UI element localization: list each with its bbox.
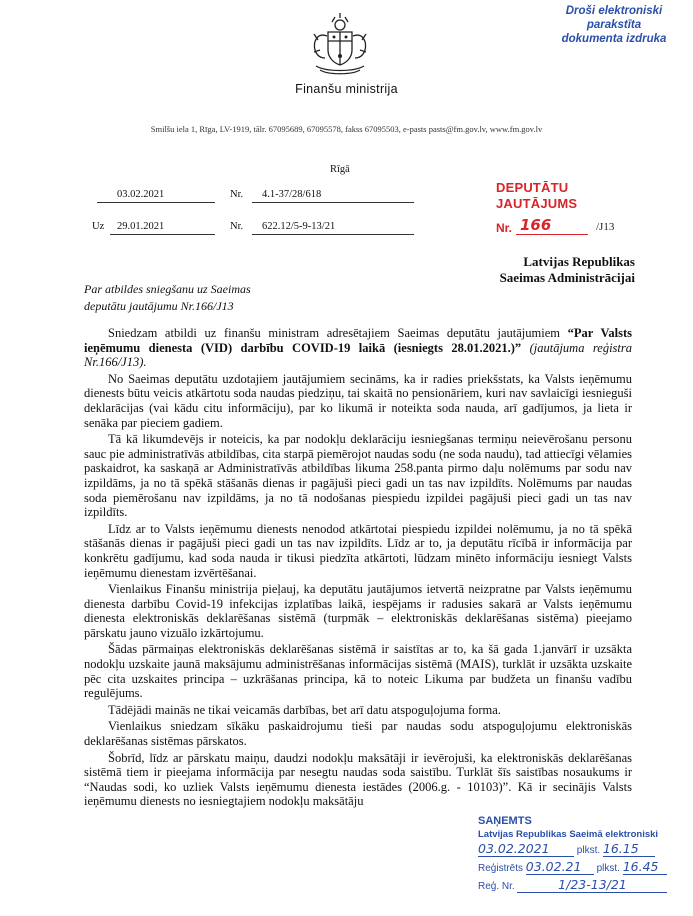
received-plkst-label: plkst.	[576, 845, 601, 856]
body-paragraph-4: Līdz ar to Valsts ieņēmumu dienests nenodod atkārtotai piespiedu izpildei nolēmumu, ja no tā spēkā stāšanās dienas ir pagājuši pieci gadi un tas nav izpildīts. Līdz ar to, ja deputātu rīcībā ir informācija par konkrētu gadījumu, kad soda nauda ir tikusi piedzīta atkārtoti, lūdzam minēto informāciju iesniegt Valsts ieņēmumu dienestam izvērtēšanai.	[84, 521, 632, 580]
number-underline	[252, 189, 414, 203]
inquiry-stamp-suffix: /J13	[596, 221, 615, 233]
received-time: 16.15	[603, 841, 655, 857]
e-signature-note	[540, 4, 688, 46]
ministry-name: Finanšu ministrija	[295, 82, 398, 96]
ref-date-underline	[110, 221, 215, 235]
registration-number-row	[478, 877, 688, 895]
body-paragraph-5: Vienlaikus Finanšu ministrija pieļauj, ka deputātu jautājumos ietvertā neizpratne par Valsts ieņēmumu dienesta darbību Covid-19 infekcijas izplatības laikā, iespējams ir radusies sakarā ar Valsts ieņēmumu dienesta elektroniskās deklarēšanas sistēmā (turpmāk – elektroniskās deklarēšanas sistēma) pieejamo pārskatu jauno vizuālo izkārtojumu.	[84, 582, 632, 640]
letter-number: 4.1-37/28/618	[262, 189, 322, 200]
body-paragraph-8: Vienlaikus sniedzam sīkāku paskaidrojumu tieši par naudas sodu atspoguļojumu elektroniskās deklarēšanas sistēmas pārskatos.	[84, 719, 632, 749]
body-paragraph-1	[84, 326, 632, 370]
p1-registry-ref: (jautājuma reģistra Nr.166/J13).	[84, 340, 632, 370]
letter-date: 03.02.2021	[117, 189, 165, 200]
date-underline	[97, 189, 215, 203]
received-stamp-title: SAŅEMTS	[478, 815, 532, 827]
letter-subject	[84, 281, 251, 315]
addressee	[500, 254, 635, 286]
inquiry-stamp-number-row	[496, 216, 636, 244]
reference-uz-label: Uz	[92, 221, 105, 232]
received-date-row	[478, 841, 688, 859]
subject-line1: Par atbildes sniegšanu uz Saeimas	[84, 282, 251, 296]
body-paragraph-9: Šobrīd, līdz ar pārskatu maiņu, daudzi nodokļu maksātāji ir ievērojuši, ka elektroniskās deklarēšanas sistēmā tiem ir pieejama informācija par nesegtu naudas soda saistību. Turklāt šīs saistības nosaukums ir “Naudas sodi, ko uzliek Valsts ieņēmumu dienesta iestādes (2006.g. - 10103)”. Kā ir secinājis Valsts ieņēmumu dienests no iesniegtajiem nodokļu maksātāju	[84, 750, 632, 809]
letter-number-label: Nr.	[230, 189, 244, 200]
reference-number-label: Nr.	[230, 221, 244, 232]
inquiry-stamp-underline	[516, 234, 588, 235]
subject-line2: deputātu jautājumu Nr.166/J13	[84, 299, 234, 313]
registration-number-value: 1/23-13/21	[517, 877, 667, 893]
registration-number-label: Reģ. Nr.	[478, 881, 515, 892]
received-stamp-subtitle: Latvijas Republikas Saeimā elektroniski	[478, 829, 659, 840]
coat-of-arms-icon	[296, 10, 384, 82]
received-date: 03.02.2021	[478, 841, 574, 857]
reference-date: 29.01.2021	[117, 221, 165, 232]
e-signature-note-line1: Droši elektroniski parakstīta	[565, 5, 663, 31]
ministry-contacts: Smilšu iela 1, Rīga, LV-1919, tālr. 67095689, 67095578, fakss 67095503, e-pasts pasts@fm.gov.lv, www.fm.gov.lv	[150, 124, 543, 134]
registered-label: Reģistrēts	[478, 863, 524, 874]
registered-time: 16.45	[623, 859, 667, 875]
p1-inquiry-title: “Par Valsts ieņēmumu dienesta (VID) darbību COVID-19 laikā (iesniegts 28.01.2021.)”	[84, 326, 632, 355]
addressee-line1: Latvijas Republikas	[523, 254, 635, 269]
e-signature-note-line2: dokumenta izdruka	[561, 33, 667, 45]
registered-plkst-label: plkst.	[596, 863, 620, 874]
letter-body	[84, 326, 632, 811]
body-paragraph-7: Tādējādi mainās ne tikai veicamās darbības, bet arī datu atspoguļojuma forma.	[108, 702, 501, 717]
registered-date: 03.02.21	[526, 859, 594, 875]
inquiry-stamp-nr-value: 166	[520, 216, 552, 234]
inquiry-stamp	[496, 180, 636, 235]
ref-number-underline	[252, 221, 414, 235]
reference-number: 622.12/5-9-13/21	[262, 221, 336, 232]
body-paragraph-3: Tā kā likumdevējs ir noteicis, ka par nodokļu deklarāciju iesniegšanas termiņu neievērošanu personu sauc pie administratīvās atbildības, cita starpā piemērojot naudas sodu (ne soda naudu), tad attiecīgi vēlamies paskaidrot, ka saskaņā ar Administratīvās atbildības likuma 258.panta pirmo daļu nolēmums par sodu nav izpildāms, ja no tā spēkā stāšanās dienas ir pagājuši pieci gadi un tas nav izpildīts. Nolēmums par naudas soda piemērošanu nav izpildāms, ja no tā nodošanas piespiedu izpildei pagājuši pieci gadi un tas nav izpildīts.	[84, 432, 632, 520]
inquiry-stamp-title: DEPUTĀTU JAUTĀJUMS	[496, 180, 578, 211]
body-paragraph-6: Šādas pārmaiņas elektroniskās deklarēšanas sistēmā ir saistītas ar to, ka šā gada 1.janvārī ir uzsākta nodokļu uzskaite jaunā maksājumu administrēšanas informācijas sistēmā (MAIS), turklāt ir uzsākta uzskaite pēc cita uzskaites principa – uzkrāšanas principa, kā to noteic Likuma par budžeta un finanšu vadību regulējums.	[84, 642, 632, 701]
received-stamp	[478, 815, 688, 895]
p1-text: Sniedzam atbildi uz finanšu ministram adresētajiem Saeimas deputātu jautājumiem	[108, 326, 568, 340]
registered-row	[478, 859, 688, 877]
body-paragraph-2: No Saeimas deputātu uzdotajiem jautājumiem secināms, ka ir radies priekšstats, ka Valsts ieņēmumu dienests būtu veicis atkārtotu soda naudas piedziņu, tai skaitā no pensionāriem, kuri nav savlaicīgi iesnieguši deklarācijas (vai kādu citu informāciju), par ko likumā ir noteikta soda nauda, arī gadījumos, ja lieta ir senāka par pieciem gadiem.	[84, 371, 632, 430]
addressee-line2: Saeimas Administrācijai	[499, 270, 635, 285]
inquiry-stamp-nr-label: Nr.	[496, 221, 513, 235]
place-of-issue: Rīgā	[330, 164, 350, 175]
